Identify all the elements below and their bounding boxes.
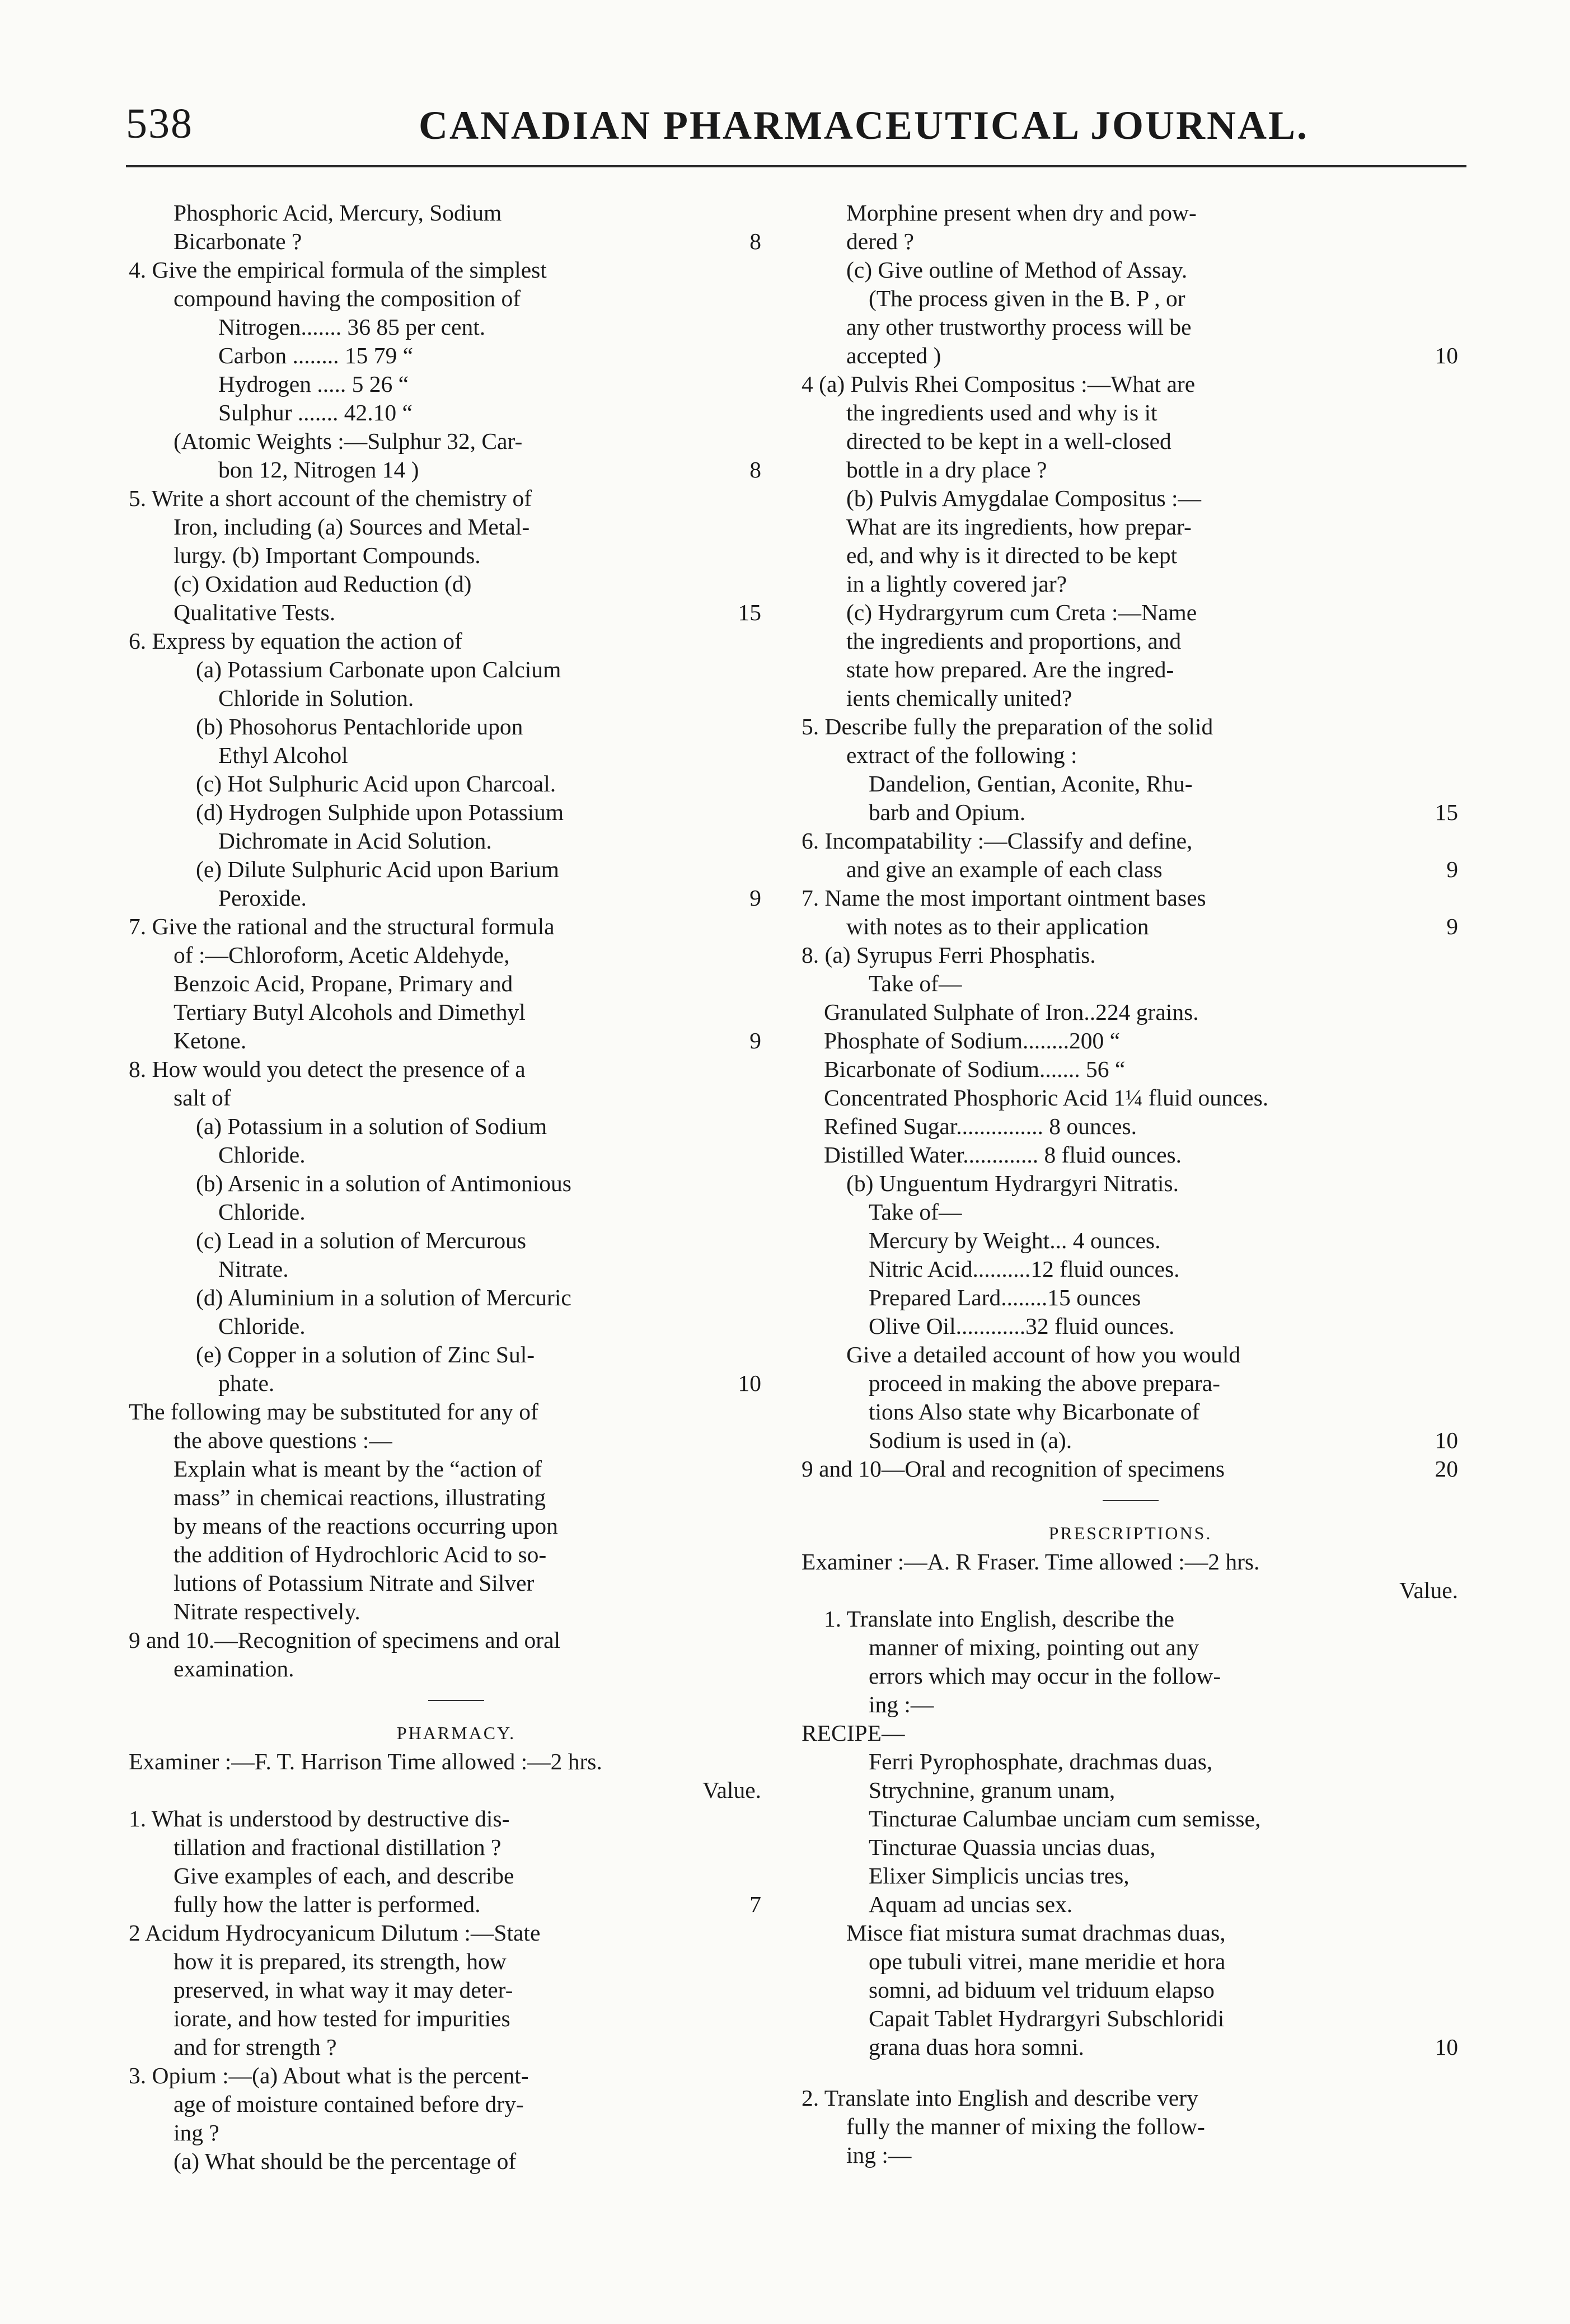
- marks-value: 10: [1435, 1427, 1458, 1453]
- text-line: [802, 1690, 1459, 1719]
- line-text: of :—Chloroform, Acetic Aldehyde,: [174, 942, 510, 968]
- text-line: [802, 1576, 1459, 1605]
- line-text: ope tubuli vitrei, mane meridie et hora: [869, 1948, 1226, 1974]
- marks-value: 7: [749, 1891, 761, 1917]
- section-heading: PHARMACY.: [396, 1723, 516, 1743]
- text-line: [129, 741, 784, 770]
- text-line: [802, 1605, 1459, 1633]
- line-text: Sulphur ....... 42.10 “: [218, 400, 413, 425]
- text-line: [802, 1283, 1459, 1312]
- text-line: [802, 998, 1459, 1027]
- line-text: the ingredients used and why is it: [846, 400, 1157, 425]
- line-text: 2 Acidum Hydrocyanicum Dilutum :—State: [129, 1920, 541, 1946]
- section-divider: [428, 1700, 484, 1701]
- marks-value: 15: [738, 599, 761, 625]
- line-text: any other trustworthy process will be: [846, 314, 1192, 340]
- text-line: [129, 912, 784, 941]
- text-line: [129, 1747, 784, 1776]
- text-line: [802, 570, 1459, 598]
- line-text: 7. Name the most important ointment bases: [802, 885, 1206, 911]
- line-text: in a lightly covered jar?: [846, 571, 1067, 597]
- text-line: [802, 1341, 1459, 1369]
- text-line: [129, 1626, 784, 1655]
- line-text: 9 and 10—Oral and recognition of specimens: [802, 1456, 1225, 1482]
- text-line: [802, 1747, 1459, 1776]
- marks-value: 8: [749, 228, 761, 254]
- text-line: [802, 370, 1459, 399]
- line-text: Distilled Water............. 8 fluid ounces.: [824, 1142, 1182, 1168]
- text-line: [802, 313, 1459, 341]
- text-line: [129, 884, 784, 912]
- journal-title: CANADIAN PHARMACEUTICAL JOURNAL.: [419, 103, 1309, 148]
- text-line: [802, 798, 1459, 827]
- line-text: Tincturae Calumbae unciam cum semisse,: [869, 1806, 1261, 1831]
- line-text: phate.: [218, 1370, 275, 1396]
- text-line: [802, 1455, 1459, 1483]
- spacer: [802, 2061, 1459, 2084]
- line-text: 4. Give the empirical formula of the simplest: [129, 257, 547, 283]
- text-line: [802, 1976, 1459, 2004]
- line-text: ing :—: [846, 2142, 912, 2168]
- line-text: Hydrogen ..... 5 26 “: [218, 371, 409, 397]
- line-text: The following may be substituted for any of: [129, 1399, 538, 1425]
- text-line: [129, 1483, 784, 1512]
- text-line: [802, 1141, 1459, 1169]
- text-line: [802, 2112, 1459, 2141]
- text-line: [129, 1862, 784, 1890]
- line-text: Chloride.: [218, 1142, 306, 1168]
- line-text: ients chemically united?: [846, 685, 1072, 711]
- text-line: [129, 456, 784, 484]
- text-line: [802, 1805, 1459, 1833]
- line-text: Bicarbonate of Sodium....... 56 “: [824, 1056, 1126, 1082]
- line-text: 8. (a) Syrupus Ferri Phosphatis.: [802, 942, 1096, 968]
- text-line: [802, 627, 1459, 655]
- text-line: [129, 1055, 784, 1084]
- line-text: Chloride.: [218, 1199, 306, 1225]
- text-line: [802, 713, 1459, 741]
- text-line: [802, 456, 1459, 484]
- line-text: directed to be kept in a well-closed: [846, 428, 1171, 454]
- line-text: Nitrate respectively.: [174, 1599, 360, 1624]
- line-text: ing ?: [174, 2120, 219, 2145]
- text-line: [802, 1947, 1459, 1976]
- text-line: [802, 2141, 1459, 2170]
- line-text: (b) Arsenic in a solution of Antimonious: [196, 1170, 571, 1196]
- line-text: state how prepared. Are the ingred-: [846, 657, 1174, 682]
- line-text: 2. Translate into English and describe very: [802, 2085, 1198, 2111]
- text-line: [129, 313, 784, 341]
- text-line: [129, 284, 784, 313]
- line-text: (c) Give outline of Method of Assay.: [846, 257, 1188, 283]
- line-text: Nitric Acid..........12 fluid ounces.: [869, 1256, 1180, 1282]
- text-line: [129, 1569, 784, 1597]
- line-text: 5. Describe fully the preparation of the solid: [802, 714, 1213, 739]
- text-line: [802, 598, 1459, 627]
- text-line: [802, 1633, 1459, 1662]
- line-text: Take of—: [869, 1199, 962, 1225]
- line-text: Tertiary Butyl Alcohols and Dimethyl: [174, 999, 526, 1025]
- line-text: Qualitative Tests.: [174, 599, 336, 625]
- text-line: [802, 256, 1459, 284]
- line-text: Olive Oil............32 fluid ounces.: [869, 1313, 1175, 1339]
- text-line: [129, 2061, 784, 2090]
- line-text: (e) Dilute Sulphuric Acid upon Barium: [196, 856, 559, 882]
- text-line: [129, 484, 784, 513]
- text-line: [802, 2084, 1459, 2112]
- text-line: [129, 2090, 784, 2119]
- line-text: Granulated Sulphate of Iron..224 grains.: [824, 999, 1199, 1025]
- line-text: Chloride in Solution.: [218, 685, 414, 711]
- text-line: [129, 427, 784, 456]
- line-text: Mercury by Weight... 4 ounces.: [869, 1227, 1161, 1253]
- line-text: Misce fiat mistura sumat drachmas duas,: [846, 1920, 1226, 1946]
- text-line: [129, 1141, 784, 1169]
- text-line: [802, 1055, 1459, 1084]
- line-text: ing :—: [869, 1692, 934, 1717]
- text-line: [129, 827, 784, 855]
- line-text: proceed in making the above prepara-: [869, 1370, 1220, 1396]
- line-text: errors which may occur in the follow-: [869, 1663, 1221, 1689]
- line-text: 1. What is understood by destructive dis-: [129, 1806, 510, 1831]
- line-text: Take of—: [869, 971, 962, 996]
- line-text: 1. Translate into English, describe the: [824, 1606, 1174, 1632]
- text-line: [802, 1919, 1459, 1947]
- text-line: [129, 1283, 784, 1312]
- text-line: [802, 1833, 1459, 1862]
- line-text: Benzoic Acid, Propane, Primary and: [174, 971, 513, 996]
- text-line: [129, 341, 784, 370]
- line-text: manner of mixing, pointing out any: [869, 1634, 1199, 1660]
- text-line: [129, 1655, 784, 1683]
- text-line: [129, 798, 784, 827]
- line-text: Tincturae Quassia uncias duas,: [869, 1834, 1156, 1860]
- section-heading: PRESCRIPTIONS.: [1048, 1523, 1212, 1543]
- text-line: [129, 227, 784, 256]
- text-line: [129, 1597, 784, 1626]
- line-text: tions Also state why Bicarbonate of: [869, 1399, 1200, 1425]
- text-line: [129, 713, 784, 741]
- text-line: [802, 1027, 1459, 1055]
- line-text: fully how the latter is performed.: [174, 1891, 481, 1917]
- text-line: [129, 998, 784, 1027]
- text-line: [802, 227, 1459, 256]
- text-line: [802, 513, 1459, 541]
- text-line: [802, 2033, 1459, 2061]
- text-line: [802, 341, 1459, 370]
- line-text: by means of the reactions occurring upon: [174, 1513, 558, 1539]
- line-text: Dichromate in Acid Solution.: [218, 828, 492, 854]
- marks-value: 10: [1435, 2034, 1458, 2060]
- line-text: (b) Pulvis Amygdalae Compositus :—: [846, 485, 1202, 511]
- text-line: [129, 1540, 784, 1569]
- text-line: [802, 1548, 1459, 1576]
- text-line: [129, 655, 784, 684]
- line-text: compound having the composition of: [174, 285, 521, 311]
- marks-value: 9: [1446, 913, 1458, 939]
- text-line: [129, 770, 784, 798]
- line-text: and give an example of each class: [846, 856, 1163, 882]
- marks-value: 20: [1435, 1456, 1458, 1482]
- text-line: [129, 1312, 784, 1341]
- text-line: [129, 541, 784, 570]
- marks-value: 10: [1435, 343, 1458, 368]
- line-text: Ethyl Alcohol: [218, 742, 348, 768]
- line-text: extract of the following :: [846, 742, 1077, 768]
- line-text: examination.: [174, 1656, 294, 1681]
- line-text: Refined Sugar............... 8 ounces.: [824, 1113, 1137, 1139]
- line-text: Nitrogen....... 36 85 per cent.: [218, 314, 486, 340]
- text-line: [802, 399, 1459, 427]
- right-column: [802, 199, 1459, 2170]
- text-line: [129, 1084, 784, 1112]
- line-text: (c) Oxidation aud Reduction (d): [174, 571, 472, 597]
- line-text: Examiner :—F. T. Harrison Time allowed :—2 hrs.: [129, 1749, 602, 1774]
- text-line: [802, 427, 1459, 456]
- text-line: [129, 1198, 784, 1226]
- line-text: barb and Opium.: [869, 799, 1026, 825]
- text-line: [802, 484, 1459, 513]
- text-line: [129, 1512, 784, 1540]
- line-text: how it is prepared, its strength, how: [174, 1948, 507, 1974]
- marks-value: 15: [1435, 799, 1458, 825]
- line-text: somni, ad biduum vel triduum elapso: [869, 1977, 1215, 2003]
- text-line: [802, 1890, 1459, 1919]
- line-text: Give examples of each, and describe: [174, 1863, 514, 1889]
- line-text: Bicarbonate ?: [174, 228, 302, 254]
- text-line: [802, 1398, 1459, 1426]
- line-text: 3. Opium :—(a) About what is the percent-: [129, 2063, 529, 2088]
- line-text: tillation and fractional distillation ?: [174, 1834, 502, 1860]
- text-line: [129, 1776, 784, 1805]
- line-text: (Atomic Weights :—Sulphur 32, Car-: [174, 428, 523, 454]
- text-line: [802, 1226, 1459, 1255]
- line-text: Phosphoric Acid, Mercury, Sodium: [174, 200, 502, 226]
- line-text: Explain what is meant by the “action of: [174, 1456, 542, 1482]
- text-line: [802, 855, 1459, 884]
- text-line: [802, 1198, 1459, 1226]
- text-line: [129, 1805, 784, 1833]
- text-line: [129, 2004, 784, 2033]
- text-line: [802, 1169, 1459, 1198]
- text-line: [802, 969, 1459, 998]
- header-rule: [126, 165, 1466, 167]
- line-text: (a) What should be the percentage of: [174, 2148, 517, 2174]
- text-line: [129, 1890, 784, 1919]
- text-line: [802, 2004, 1459, 2033]
- line-text: (The process given in the B. P , or: [869, 285, 1185, 311]
- line-text: mass” in chemicai reactions, illustrating: [174, 1484, 546, 1510]
- line-text: Sodium is used in (a).: [869, 1427, 1072, 1453]
- marks-value: 10: [738, 1370, 761, 1396]
- text-line: [129, 199, 784, 227]
- text-line: [802, 1084, 1459, 1112]
- line-text: the addition of Hydrochloric Acid to so-: [174, 1541, 547, 1567]
- line-text: Examiner :—A. R Fraser. Time allowed :—2 hrs.: [802, 1549, 1260, 1575]
- text-line: [802, 1776, 1459, 1805]
- line-text: age of moisture contained before dry-: [174, 2091, 524, 2117]
- text-line: [802, 884, 1459, 912]
- text-line: [129, 627, 784, 655]
- text-line: [802, 770, 1459, 798]
- line-text: and for strength ?: [174, 2034, 337, 2060]
- text-line: [129, 1919, 784, 1947]
- marks-value: 9: [749, 1028, 761, 1053]
- text-line: [802, 827, 1459, 855]
- text-line: [129, 1976, 784, 2004]
- page-number: 538: [126, 100, 193, 147]
- line-text: (a) Potassium in a solution of Sodium: [196, 1113, 547, 1139]
- line-text: salt of: [174, 1085, 231, 1111]
- text-line: [129, 1341, 784, 1369]
- line-text: RECIPE—: [802, 1720, 905, 1746]
- line-text: (d) Hydrogen Sulphide upon Potassium: [196, 799, 564, 825]
- text-line: [129, 1398, 784, 1426]
- line-text: 8. How would you detect the presence of a: [129, 1056, 526, 1082]
- line-text: lurgy. (b) Important Compounds.: [174, 542, 481, 568]
- text-line: [129, 1833, 784, 1862]
- line-text: 4 (a) Pulvis Rhei Compositus :—What are: [802, 371, 1196, 397]
- text-line: [802, 199, 1459, 227]
- text-line: [802, 1426, 1459, 1455]
- text-line: [129, 2119, 784, 2147]
- text-line: [129, 1112, 784, 1141]
- line-text: Ketone.: [174, 1028, 247, 1053]
- line-text: lutions of Potassium Nitrate and Silver: [174, 1570, 535, 1596]
- marks-value: 9: [749, 885, 761, 911]
- text-line: [129, 1169, 784, 1198]
- text-line: [129, 2147, 784, 2176]
- text-line: [129, 1255, 784, 1283]
- text-line: [802, 541, 1459, 570]
- line-text: fully the manner of mixing the follow-: [846, 2114, 1205, 2139]
- line-text: Capait Tablet Hydrargyri Subschloridi: [869, 2006, 1225, 2031]
- text-line: [802, 1312, 1459, 1341]
- line-text: Peroxide.: [218, 885, 307, 911]
- line-text: Strychnine, granum unam,: [869, 1777, 1116, 1803]
- text-line: [129, 513, 784, 541]
- line-text: with notes as to their application: [846, 913, 1149, 939]
- line-text: iorate, and how tested for impurities: [174, 2006, 510, 2031]
- text-line: [129, 399, 784, 427]
- line-text: bon 12, Nitrogen 14 ): [218, 457, 419, 482]
- marks-value: 9: [1446, 856, 1458, 882]
- line-text: (d) Aluminium in a solution of Mercuric: [196, 1285, 571, 1310]
- line-text: Give a detailed account of how you would: [846, 1342, 1241, 1367]
- line-text: Ferri Pyrophosphate, drachmas duas,: [869, 1749, 1213, 1774]
- line-text: (a) Potassium Carbonate upon Calcium: [196, 657, 561, 682]
- line-text: dered ?: [846, 228, 914, 254]
- line-text: Chloride.: [218, 1313, 306, 1339]
- text-line: [802, 1719, 1459, 1747]
- text-line: [802, 912, 1459, 941]
- line-text: Elixer Simplicis uncias tres,: [869, 1863, 1130, 1889]
- text-line: [802, 284, 1459, 313]
- line-text: Dandelion, Gentian, Aconite, Rhu-: [869, 771, 1193, 796]
- text-line: [129, 969, 784, 998]
- line-text: 6. Express by equation the action of: [129, 628, 462, 654]
- line-text: (b) Phosohorus Pentachloride upon: [196, 714, 523, 739]
- line-text: 9 and 10.—Recognition of specimens and oral: [129, 1627, 561, 1653]
- marks-value: Value.: [1399, 1577, 1458, 1603]
- line-text: Prepared Lard........15 ounces: [869, 1285, 1141, 1310]
- line-text: Concentrated Phosphoric Acid 1¼ fluid ounces.: [824, 1085, 1269, 1111]
- text-line: [802, 684, 1459, 713]
- line-text: Aquam ad uncias sex.: [869, 1891, 1073, 1917]
- line-text: (e) Copper in a solution of Zinc Sul-: [196, 1342, 535, 1367]
- line-text: Iron, including (a) Sources and Metal-: [174, 514, 530, 540]
- text-line: [129, 570, 784, 598]
- text-line: [802, 1369, 1459, 1398]
- line-text: ed, and why is it directed to be kept: [846, 542, 1178, 568]
- text-line: [802, 741, 1459, 770]
- line-text: Nitrate.: [218, 1256, 289, 1282]
- text-line: [802, 1662, 1459, 1690]
- line-text: 6. Incompatability :—Classify and define,: [802, 828, 1193, 854]
- text-line: [129, 256, 784, 284]
- text-line: [129, 2033, 784, 2061]
- line-text: preserved, in what way it may deter-: [174, 1977, 513, 2003]
- text-line: [129, 598, 784, 627]
- marks-value: 8: [749, 457, 761, 482]
- text-line: [129, 1369, 784, 1398]
- line-text: (b) Unguentum Hydrargyri Nitratis.: [846, 1170, 1179, 1196]
- text-line: [129, 1426, 784, 1455]
- text-line: [129, 1947, 784, 1976]
- text-line: [802, 1862, 1459, 1890]
- line-text: (c) Hydrargyrum cum Creta :—Name: [846, 599, 1197, 625]
- text-line: [802, 941, 1459, 969]
- text-line: [802, 655, 1459, 684]
- marks-value: Value.: [702, 1777, 761, 1803]
- line-text: (c) Lead in a solution of Mercurous: [196, 1227, 527, 1253]
- left-column: [129, 199, 784, 2176]
- line-text: What are its ingredients, how prepar-: [846, 514, 1192, 540]
- line-text: Morphine present when dry and pow-: [846, 200, 1197, 226]
- line-text: grana duas hora somni.: [869, 2034, 1084, 2060]
- text-line: [129, 941, 784, 969]
- line-text: 5. Write a short account of the chemistry of: [129, 485, 532, 511]
- text-line: [802, 1112, 1459, 1141]
- line-text: bottle in a dry place ?: [846, 457, 1047, 482]
- text-line: [129, 370, 784, 399]
- line-text: accepted ): [846, 343, 941, 368]
- text-line: [129, 684, 784, 713]
- line-text: the ingredients and proportions, and: [846, 628, 1182, 654]
- section-divider: [1103, 1500, 1159, 1501]
- line-text: Carbon ........ 15 79 “: [218, 343, 414, 368]
- text-line: [129, 1226, 784, 1255]
- line-text: Phosphate of Sodium........200 “: [824, 1028, 1121, 1053]
- line-text: the above questions :—: [174, 1427, 392, 1453]
- text-line: [129, 855, 784, 884]
- text-line: [802, 1255, 1459, 1283]
- text-line: [129, 1027, 784, 1055]
- line-text: (c) Hot Sulphuric Acid upon Charcoal.: [196, 771, 556, 796]
- text-line: [129, 1455, 784, 1483]
- line-text: 7. Give the rational and the structural formula: [129, 913, 555, 939]
